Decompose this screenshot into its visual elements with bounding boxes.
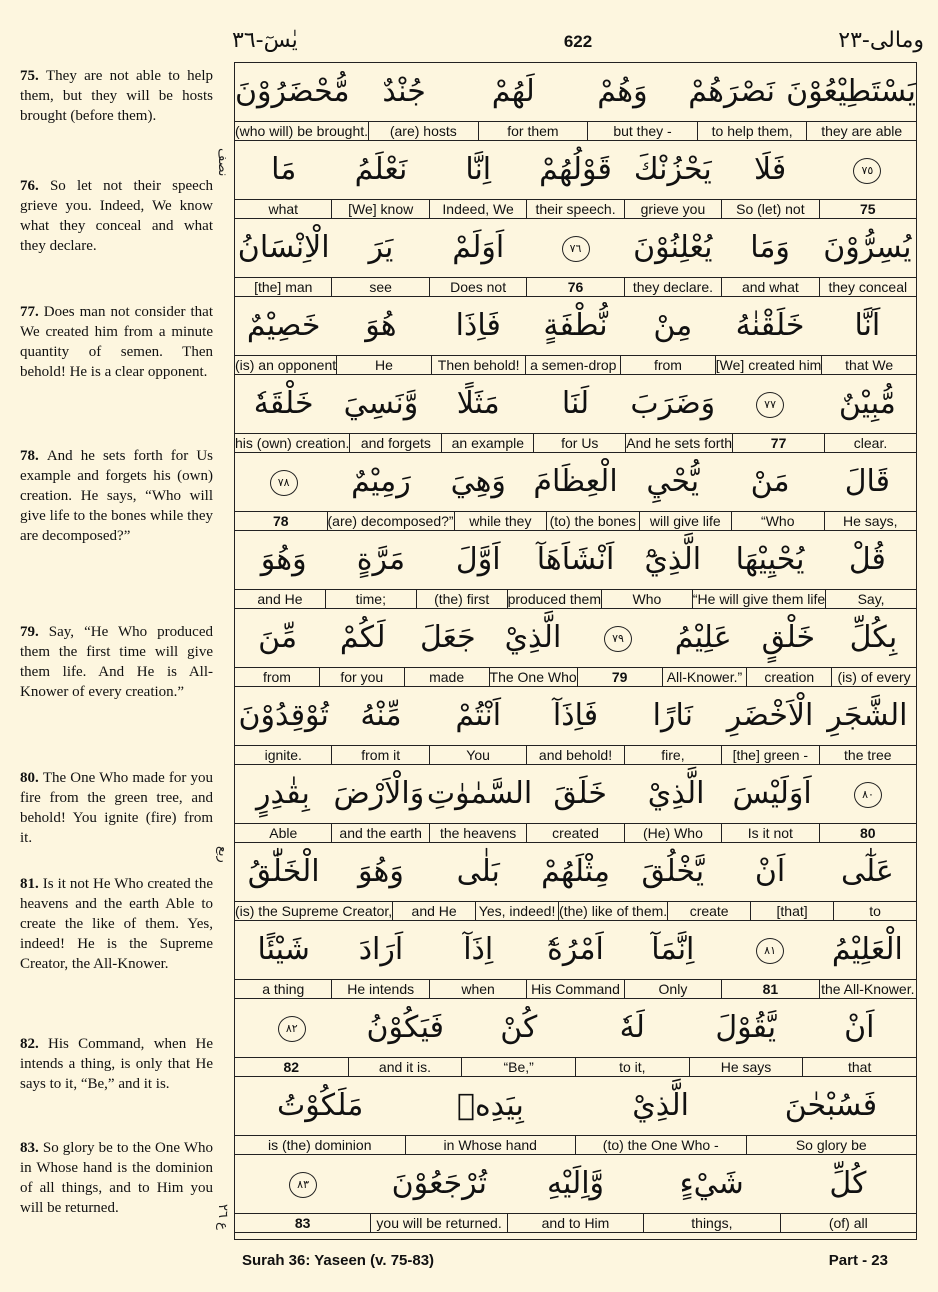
english-gloss: So glory be [746,1136,917,1154]
arabic-word: لَهٗ [619,1010,645,1045]
verse-end-marker: ٧٨ [235,453,332,511]
english-gloss: from [620,356,715,374]
english-gloss: things, [643,1214,779,1232]
arabic-word: لَهُمْ [491,74,535,109]
english-gloss: Indeed, We [429,200,526,218]
english-gloss: His Command [526,980,623,998]
english-gloss: He says, [824,512,916,530]
verse-end-marker: ٧٩ [576,609,661,667]
arabic-word: فَاِذَآ [552,698,599,733]
arabic-word: وَّنَسِيَ [343,386,419,421]
grid-row [235,1077,916,1155]
verse-end-marker: ٨١ [721,921,818,979]
english-gloss: when [429,980,526,998]
english-gloss: Able [269,825,298,841]
arabic-line [235,531,916,589]
english-gloss-line [235,823,916,843]
verse-text: The One Who made for you fire from the green tree, and behold! You ignite (fire) from it. [20,770,214,846]
arabic-line [235,297,916,355]
english-gloss: what [268,201,299,217]
grid-row [235,63,916,141]
translation-verse-79 [20,622,213,702]
arabic-line [235,453,916,511]
arabic-word: وَهِيَ [450,464,506,499]
arabic-line [235,687,916,745]
english-gloss: and He [257,591,303,607]
arabic-word: يُعْلِنُوْنَ [633,230,713,265]
arabic-word: مِّنْهُ [360,698,402,733]
arabic-word: اَمْرُهٗٓ [547,932,604,967]
arabic-line [235,375,916,433]
translation-verse-81 [20,874,213,974]
english-gloss: to it, [575,1058,689,1076]
arabic-line [235,843,916,901]
english-gloss: (are) hosts [368,122,478,140]
english-gloss: see [331,278,428,296]
arabic-word: وَهُوَ [260,542,307,577]
english-gloss: So (let) not [721,200,818,218]
arabic-word: تُوْقِدُوْنَ [238,698,329,733]
arabic-word: لَنَا [561,386,590,421]
english-gloss: they conceal [819,278,916,296]
arabic-word: مَنْ [750,464,790,499]
arabic-word: الشَّجَرِ [827,698,908,733]
arabic-word: اِذَآ [463,932,494,967]
arabic-word: الْعَلِيْمُ [831,932,903,967]
english-gloss: and what [721,278,818,296]
verse-number-cell: 81 [721,980,818,998]
arabic-word: جُنْدٌ [382,74,426,109]
english-gloss: (He) Who [624,824,721,842]
arabic-word: شَيْئًا [257,932,310,967]
arabic-word: اِنَّمَآ [651,932,695,967]
grid-row [235,141,916,219]
margin-mark: ع ٢٦ [215,1204,230,1230]
grid-row [235,921,916,999]
english-gloss: [We] know [331,200,428,218]
arabic-word: مِنْ [653,308,693,343]
english-gloss: the heavens [429,824,526,842]
english-gloss: their speech. [526,200,623,218]
english-gloss: and He [392,902,475,920]
arabic-word: قُلْ [848,542,886,577]
english-gloss: The One Who [489,669,577,685]
arabic-word: يَسْتَطِيْعُوْنَ [786,74,916,109]
english-gloss: produced them [507,591,602,607]
english-gloss: (the) first [416,590,507,608]
arabic-word: بِيَدِهٖ [456,1088,524,1123]
verse-number-cell: 79 [577,668,662,686]
english-gloss: but they - [587,122,697,140]
verse-number-cell: 78 [272,513,289,529]
english-gloss: All-Knower.” [662,668,747,686]
arabic-word: الْخَلّٰقُ [247,854,320,889]
arabic-word: وَمَا [750,230,790,265]
english-gloss: and forgets [349,434,441,452]
english-gloss: (to) the bones [546,512,638,530]
english-gloss: the All-Knower. [819,980,916,998]
verse-text: So let not their speech grieve you. Indeed, We know what they conceal and what they declare. [20,178,213,254]
verse-number: 78. [20,448,47,464]
translation-verse-75 [20,66,213,126]
english-gloss: his (own) creation. [235,435,350,451]
english-gloss: (is) the Supreme Creator, [234,903,393,919]
arabic-word: خَصِيْمٌ [246,308,321,343]
verse-text: Does man not consider that We created him from a minute quantity of semen. Then behold! He is a clear opponent. [20,304,213,380]
english-gloss: and the earth [331,824,428,842]
verse-number: 82. [20,1036,49,1052]
arabic-word: اَوَلَمْ [452,230,505,265]
english-gloss: (of) all [780,1214,916,1232]
english-gloss: they declare. [624,278,721,296]
arabic-word: شَيْءٍ [679,1166,744,1201]
verse-text: Is it not He Who created the heavens and the earth Able to create the like of them. Yes, indeed! He is the Supreme Creator, the All-Knower. [20,876,214,972]
arabic-line [235,63,916,121]
arabic-word: يُّحْيِ [646,464,700,499]
arabic-word: بِكُلِّ [849,620,898,655]
translation-verse-83 [20,1138,213,1218]
arabic-word: السَّمٰوٰتِ [426,776,533,811]
verse-number-cell: 83 [294,1215,311,1231]
arabic-word: مَثَلًا [456,386,500,421]
verse-text: They are not able to help them, but they will be hosts brought (before them). [20,68,213,124]
english-gloss: time; [325,590,416,608]
page-number: 622 [563,32,593,51]
arabic-word: نَارًا [652,698,693,733]
arabic-word: وَهُمْ [597,74,648,109]
arabic-word: خَلْقَهٗ [253,386,314,421]
english-gloss: creation [746,668,831,686]
arabic-word: فَيَكُوْنُ [366,1010,444,1045]
english-gloss: Only [624,980,721,998]
english-gloss: [that] [750,902,833,920]
grid-row [235,531,916,609]
english-gloss: for them [478,122,588,140]
arabic-line [235,141,916,199]
footer-part: Part - 23 [828,1252,888,1269]
verse-number-cell: 75 [819,200,916,218]
grid-row [235,765,916,843]
english-gloss-line [235,121,916,141]
verse-number-cell: 82 [283,1059,300,1075]
english-gloss: will give life [639,512,731,530]
verse-number-cell: 77 [732,434,824,452]
arabic-line [235,1155,916,1213]
arabic-word: فَاِذَا [455,308,501,343]
arabic-word: يُحْيِيْهَا [735,542,805,577]
arabic-word: يَّخْلُقَ [641,854,705,889]
page-header [232,28,924,60]
arabic-line [235,219,916,277]
arabic-word: الَّذِيْ [647,776,705,811]
english-gloss-line [235,589,916,609]
english-gloss: clear. [824,434,916,452]
arabic-word: مَلَكُوْتُ [276,1088,364,1123]
english-gloss: for you [319,668,404,686]
arabic-word: وَهُوَ [358,854,404,889]
verse-number: 83. [20,1140,43,1156]
arabic-word: بِقٰدِرٍ [256,776,310,811]
english-gloss: a thing [262,981,305,997]
english-gloss: create [667,902,750,920]
english-gloss-line [235,979,916,999]
grid-row [235,609,916,687]
english-gloss: the tree [819,746,916,764]
verse-end-marker: ٧٧ [721,375,818,433]
english-gloss: fire, [624,746,721,764]
english-gloss: and to Him [507,1214,643,1232]
english-gloss: [the] man [254,279,313,295]
english-gloss: Yes, indeed! [475,902,558,920]
arabic-word: الْاَخْضَرِ [726,698,814,733]
arabic-word: خَلْقٍ [761,620,816,655]
verse-number: 75. [20,68,46,84]
word-by-word-grid [234,62,917,1240]
verse-number-cell: 80 [819,824,916,842]
translation-verse-76 [20,176,213,256]
arabic-word: اَنْتُمْ [455,698,502,733]
arabic-word: الْاِنْسَانُ [237,230,330,265]
english-gloss: grieve you [624,200,721,218]
arabic-word: مِّنَ [258,620,298,655]
arabic-word: نَعْلَمُ [354,152,408,187]
arabic-word: اَرَادَ [358,932,404,967]
footer-surah: Surah 36: Yaseen (v. 75-83) [242,1252,435,1269]
verse-end-marker: ٨٣ [235,1155,371,1213]
english-gloss-line [235,1213,916,1233]
arabic-word: مِثْلَهُمْ [541,854,610,889]
arabic-word: وَّاِلَيْهِ [546,1166,605,1201]
arabic-word: اَوَلَيْسَ [732,776,812,811]
arabic-word: اَنْ [754,854,786,889]
english-gloss: that [802,1058,916,1076]
arabic-line [235,921,916,979]
english-gloss: Then behold! [431,356,526,374]
margin-mark: نصف [215,148,230,177]
english-gloss: (to) the One Who - [575,1136,746,1154]
arabic-word: يَحْزُنْكَ [633,152,712,187]
verse-number: 81. [20,876,43,892]
english-gloss: You [429,746,526,764]
english-gloss: they are able [806,122,916,140]
verse-text: Say, “He Who produced them the first time will give them life. And He is All-Knower of every creation.” [20,624,213,700]
verse-number: 80. [20,770,43,786]
english-gloss: and it is. [348,1058,462,1076]
english-gloss: created [526,824,623,842]
english-gloss: in Whose hand [405,1136,576,1154]
arabic-word: لَكُمْ [339,620,386,655]
arabic-word: اَنْشَاَهَآ [536,542,615,577]
arabic-word: جَعَلَ [419,620,476,655]
english-gloss: [We] created him [715,357,822,373]
arabic-word: خَلَقْنٰهُ [735,308,805,343]
english-gloss-line [235,511,916,531]
arabic-word: عَلٰٓى [840,854,894,889]
verse-end-marker: ٧٥ [819,141,916,199]
english-gloss-line [235,1135,916,1155]
english-gloss: “Who [731,512,823,530]
english-gloss: (the) like of them. [559,903,668,919]
part-name-arabic: ومالى-٢٣ [838,28,924,53]
arabic-word: وَالْاَرْضَ [333,776,425,811]
verse-number: 77. [20,304,44,320]
translation-column [20,66,213,1246]
english-gloss: “He will give them life [692,591,826,607]
arabic-word: مُّحْضَرُوْنَ [235,74,350,109]
verse-text: And he sets forth for Us example and forgets his (own) creation. He says, “Who will give life to the bones while they are decomposed?” [20,448,214,544]
verse-text: His Command, when He intends a thing, is only that He says to it, “Be,” and it is. [20,1036,213,1092]
grid-row [235,843,916,921]
english-gloss: is (the) dominion [268,1137,372,1153]
english-gloss-line [235,355,916,375]
english-gloss-line [235,433,916,453]
english-gloss: to [833,902,916,920]
arabic-word: مَا [271,152,297,187]
arabic-word: كُنْ [500,1010,538,1045]
arabic-word: فَسُبْحٰنَ [784,1088,878,1123]
english-gloss: He [336,356,431,374]
arabic-word: قَوْلُهُمْ [539,152,612,187]
english-gloss: for Us [533,434,625,452]
arabic-word: هُوَ [365,308,397,343]
english-gloss: (is) of every [831,668,916,686]
grid-row [235,999,916,1077]
arabic-word: كُلِّ [829,1166,867,1201]
arabic-line [235,1077,916,1135]
arabic-word: اَنْ [844,1010,875,1045]
arabic-word: الْعِظَامَ [533,464,618,499]
arabic-word: رَمِيْمٌ [351,464,411,499]
arabic-word: تُرْجَعُوْنَ [391,1166,488,1201]
margin-mark: ربع [215,846,230,863]
grid-row [235,453,916,531]
arabic-word: اَنَّا [854,308,881,343]
verse-end-marker: ٨٠ [820,765,916,823]
arabic-word: عَلِيْمُ [674,620,732,655]
arabic-word: وَضَرَبَ [630,386,716,421]
grid-row [235,687,916,765]
english-gloss: that We [821,356,916,374]
english-gloss-line [235,901,916,921]
arabic-word: الَّذِيْ [504,620,562,655]
arabic-word: نُّطْفَةٍ [543,308,608,343]
english-gloss: a semen-drop [525,356,620,374]
surah-name-arabic: يٰسٓ-٣٦ [232,28,298,53]
english-gloss: Who [601,590,692,608]
grid-row [235,297,916,375]
arabic-word: يَّقُوْلَ [715,1010,777,1045]
english-gloss: you will be returned. [370,1214,506,1232]
english-gloss: while they [454,512,546,530]
translation-verse-82 [20,1034,213,1094]
english-gloss: (is) an opponent [234,357,337,373]
translation-verse-78 [20,446,213,546]
translation-verse-77 [20,302,213,382]
english-gloss: and behold! [526,746,623,764]
arabic-line [235,609,916,667]
english-gloss: (are) decomposed?” [327,513,454,529]
english-gloss: He intends [331,980,428,998]
arabic-word: اِنَّا [465,152,492,187]
arabic-word: يُسِرُّوْنَ [823,230,912,265]
english-gloss: ignite. [264,747,302,763]
english-gloss-line [235,667,916,687]
english-gloss: from it [331,746,428,764]
english-gloss: He says [689,1058,803,1076]
verse-text: So glory be to the One Who in Whose hand is the dominion of all things, and to Him you will be returned. [20,1140,213,1216]
arabic-word: خَلَقَ [553,776,607,811]
arabic-word: الَّذِيْ [632,1088,689,1123]
verse-number: 76. [20,178,50,194]
english-gloss: [the] green - [721,746,818,764]
verse-end-marker: ٨٢ [235,999,349,1057]
grid-row [235,1155,916,1233]
arabic-word: يَرَ [368,230,394,265]
english-gloss-line [235,1057,916,1077]
arabic-line [235,999,916,1057]
english-gloss: Does not [429,278,526,296]
grid-row [235,375,916,453]
english-gloss: Say, [825,590,916,608]
translation-verse-80 [20,768,213,848]
arabic-word: مَرَّةٍ [356,542,406,577]
english-gloss: from [262,669,291,685]
english-gloss-line [235,199,916,219]
english-gloss: And he sets forth [626,435,733,451]
grid-row [235,219,916,297]
english-gloss: (who will) be brought. [234,123,369,139]
arabic-line [235,765,916,823]
english-gloss: made [404,668,489,686]
arabic-word: قَالَ [844,464,890,499]
arabic-word: الَّذِيْٓ [644,542,702,577]
arabic-word: نَصْرَهُمْ [688,74,775,109]
english-gloss: Is it not [721,824,818,842]
arabic-word: فَلَا [753,152,787,187]
verse-number-cell: 76 [526,278,623,296]
english-gloss: “Be,” [461,1058,575,1076]
arabic-word: اَوَّلَ [455,542,501,577]
english-gloss-line [235,277,916,297]
arabic-word: مُّبِيْنٌ [838,386,896,421]
english-gloss: to help them, [697,122,807,140]
verse-number: 79. [20,624,49,640]
english-gloss-line [235,745,916,765]
arabic-word: بَلٰى [456,854,500,889]
verse-end-marker: ٧٦ [527,219,624,277]
english-gloss: an example [441,434,533,452]
